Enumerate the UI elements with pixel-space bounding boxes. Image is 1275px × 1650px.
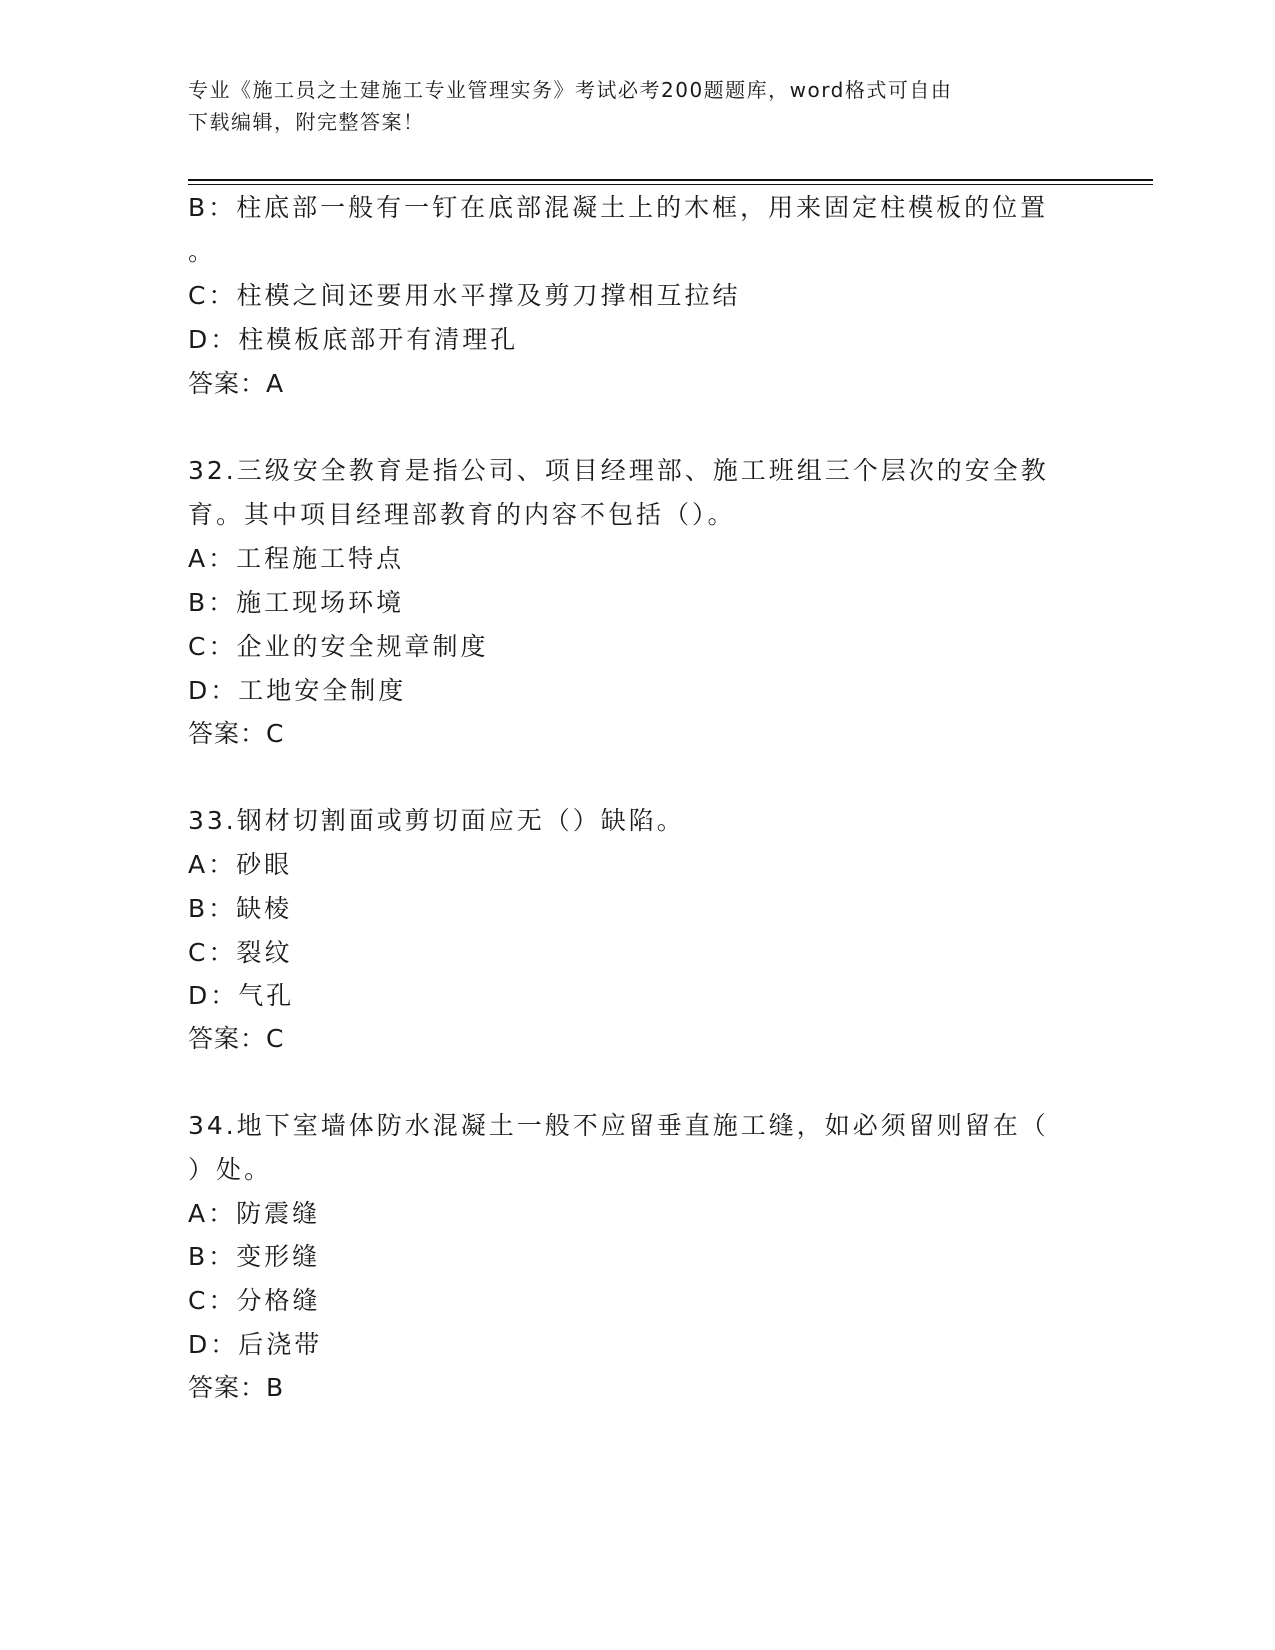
q32-option-a: A：工程施工特点: [188, 544, 405, 573]
header-rule-thin: [188, 184, 1153, 185]
header-line-2: 下载编辑，附完整答案！: [188, 110, 425, 134]
q34-answer: 答案：B: [188, 1373, 285, 1402]
q34-stem-line1: 34.地下室墙体防水混凝土一般不应留垂直施工缝，如必须留则留在（: [188, 1111, 1049, 1140]
q31-option-b-line1: B：柱底部一般有一钉在底部混凝土上的木框，用来固定柱模板的位置: [188, 193, 1049, 222]
q32-option-c: C：企业的安全规章制度: [188, 632, 489, 661]
q32-option-b: B：施工现场环境: [188, 588, 405, 617]
q33-option-a: A：砂眼: [188, 850, 293, 879]
q32-option-d: D：工地安全制度: [188, 676, 407, 705]
q34-option-c: C：分格缝: [188, 1286, 321, 1315]
header-rule-thick: [188, 179, 1153, 181]
document-header: [188, 74, 1088, 138]
q32-stem-line1: 32.三级安全教育是指公司、项目经理部、施工班组三个层次的安全教: [188, 456, 1049, 485]
q33-option-d: D：气孔: [188, 981, 295, 1010]
q33-answer: 答案：C: [188, 1024, 285, 1053]
q32-answer: 答案：C: [188, 719, 285, 748]
q33-stem-line1: 33.钢材切割面或剪切面应无（）缺陷。: [188, 806, 685, 835]
q34-option-a: A：防震缝: [188, 1199, 321, 1228]
q33-option-c: C：裂纹: [188, 938, 293, 967]
q33-option-b: B：缺棱: [188, 894, 293, 923]
q32-stem-line2: 育。其中项目经理部教育的内容不包括（）。: [188, 500, 736, 529]
header-line-1: 专业《施工员之土建施工专业管理实务》考试必考200题题库，word格式可自由: [188, 78, 953, 102]
q34-stem-line2: ）处。: [188, 1155, 273, 1184]
q31-option-c: C：柱模之间还要用水平撑及剪刀撑相互拉结: [188, 281, 741, 310]
q31-option-d: D：柱模板底部开有清理孔: [188, 325, 519, 354]
q31-option-b-line2: 。: [188, 237, 217, 266]
q34-option-d: D：后浇带: [188, 1330, 323, 1359]
q31-answer: 答案：A: [188, 369, 285, 398]
q34-option-b: B：变形缝: [188, 1242, 321, 1271]
